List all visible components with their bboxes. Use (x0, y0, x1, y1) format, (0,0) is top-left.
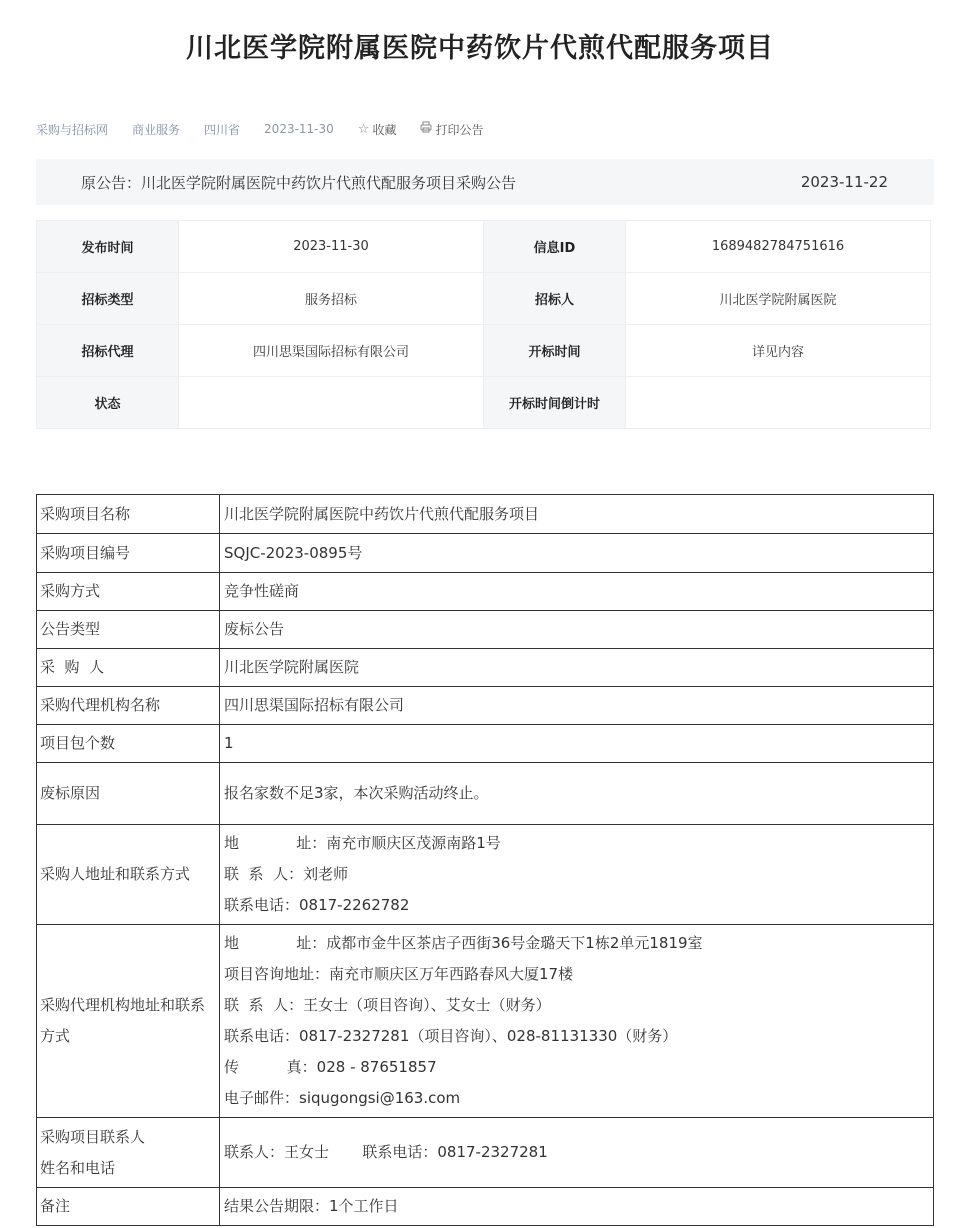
detail-row (37, 1188, 934, 1226)
info-row (37, 377, 931, 429)
detail-row (37, 534, 934, 573)
info-label: 开标时间倒计时 (484, 377, 626, 429)
contact-person-line: 联 系 人：王女士（项目咨询）、艾女士（财务） (224, 996, 551, 1014)
info-value (179, 377, 484, 429)
favorite-button[interactable] (358, 121, 397, 138)
detail-value: 川北医学院附属医院 (220, 649, 934, 687)
detail-value: 四川思渠国际招标有限公司 (220, 687, 934, 725)
detail-key: 采购代理机构名称 (37, 687, 220, 725)
detail-value: 川北医学院附属医院中药饮片代煎代配服务项目 (220, 495, 934, 534)
detail-value: 报名家数不足3家，本次采购活动终止。 (220, 763, 934, 825)
detail-key: 备注 (37, 1188, 220, 1226)
meta-bar (36, 120, 507, 138)
detail-row (37, 725, 934, 763)
info-value: 详见内容 (626, 325, 931, 377)
breadcrumb-site[interactable]: 采购与招标网 (36, 122, 109, 137)
detail-value (220, 825, 934, 925)
detail-key (37, 1118, 220, 1188)
info-value: 四川思渠国际招标有限公司 (179, 325, 484, 377)
print-button[interactable] (420, 121, 483, 138)
detail-value (220, 925, 934, 1118)
info-row (37, 221, 931, 273)
info-value (626, 377, 931, 429)
detail-key: 采购人地址和联系方式 (37, 825, 220, 925)
breadcrumb-category[interactable]: 商业服务 (132, 122, 181, 137)
phone-line: 联系电话：0817-2327281（项目咨询）、028-81131330（财务） (224, 1027, 678, 1045)
fax-line: 传 真：028 - 87651857 (224, 1058, 437, 1076)
detail-key: 项目包个数 (37, 725, 220, 763)
detail-key (37, 925, 220, 1118)
detail-table (36, 494, 934, 1226)
breadcrumb-region[interactable]: 四川省 (204, 122, 241, 137)
original-notice-link[interactable]: 原公告：川北医学院附属医院中药饮片代煎代配服务项目采购公告 (81, 173, 517, 192)
detail-value: 废标公告 (220, 611, 934, 649)
detail-row (37, 649, 934, 687)
detail-key-line: 姓名和电话 (40, 1158, 116, 1177)
address-line: 地 址：成都市金牛区茶店子西街36号金璐天下1栋2单元1819室 (224, 934, 703, 952)
detail-key: 废标原因 (37, 763, 220, 825)
email-line: 电子邮件：siqugongsi@163.com (224, 1089, 461, 1107)
detail-value: 结果公告期限：1个工作日 (220, 1188, 934, 1226)
publish-date: 2023-11-30 (264, 122, 334, 136)
detail-row (37, 495, 934, 534)
detail-value: 竞争性磋商 (220, 573, 934, 611)
detail-key: 采购方式 (37, 573, 220, 611)
info-label: 状态 (37, 377, 179, 429)
detail-row (37, 925, 934, 1118)
favorite-label: 收藏 (372, 122, 397, 137)
detail-value: 联系人：王女士 联系电话：0817-2327281 (220, 1118, 934, 1188)
printer-icon (420, 121, 432, 137)
info-label: 招标类型 (37, 273, 179, 325)
info-label: 招标人 (484, 273, 626, 325)
consult-address-line: 项目咨询地址：南充市顺庆区万年西路春风大厦17楼 (224, 965, 574, 983)
detail-key-line: 采购代理机构地址和联系 (40, 996, 206, 1014)
info-label: 信息ID (484, 221, 626, 273)
print-label: 打印公告 (435, 122, 484, 137)
detail-key: 采 购 人 (37, 649, 220, 687)
detail-row (37, 573, 934, 611)
contact-person-line: 联 系 人：刘老师 (224, 865, 349, 883)
address-line: 地 址：南充市顺庆区茂源南路1号 (224, 834, 501, 852)
detail-row (37, 825, 934, 925)
phone-line: 联系电话：0817-2262782 (224, 896, 410, 914)
detail-row (37, 1118, 934, 1188)
info-value: 服务招标 (179, 273, 484, 325)
detail-value: SQJC-2023-0895号 (220, 534, 934, 573)
detail-key: 采购项目名称 (37, 495, 220, 534)
original-notice-date: 2023-11-22 (800, 173, 888, 191)
star-icon: ☆ (357, 121, 370, 137)
detail-row (37, 763, 934, 825)
info-table (36, 220, 931, 429)
original-notice-bar (36, 159, 934, 205)
detail-key-line: 方式 (40, 1027, 71, 1045)
info-value: 2023-11-30 (179, 221, 484, 273)
detail-key: 采购项目编号 (37, 534, 220, 573)
detail-row (37, 611, 934, 649)
detail-value: 1 (220, 725, 934, 763)
page-title: 川北医学院附属医院中药饮片代煎代配服务项目 (186, 33, 774, 64)
detail-key-line: 采购项目联系人 (40, 1127, 146, 1146)
info-row (37, 325, 931, 377)
detail-key: 公告类型 (37, 611, 220, 649)
detail-row (37, 687, 934, 725)
info-value: 1689482784751616 (626, 221, 931, 273)
info-label: 开标时间 (484, 325, 626, 377)
info-row (37, 273, 931, 325)
info-label: 招标代理 (37, 325, 179, 377)
info-label: 发布时间 (37, 221, 179, 273)
info-value: 川北医学院附属医院 (626, 273, 931, 325)
